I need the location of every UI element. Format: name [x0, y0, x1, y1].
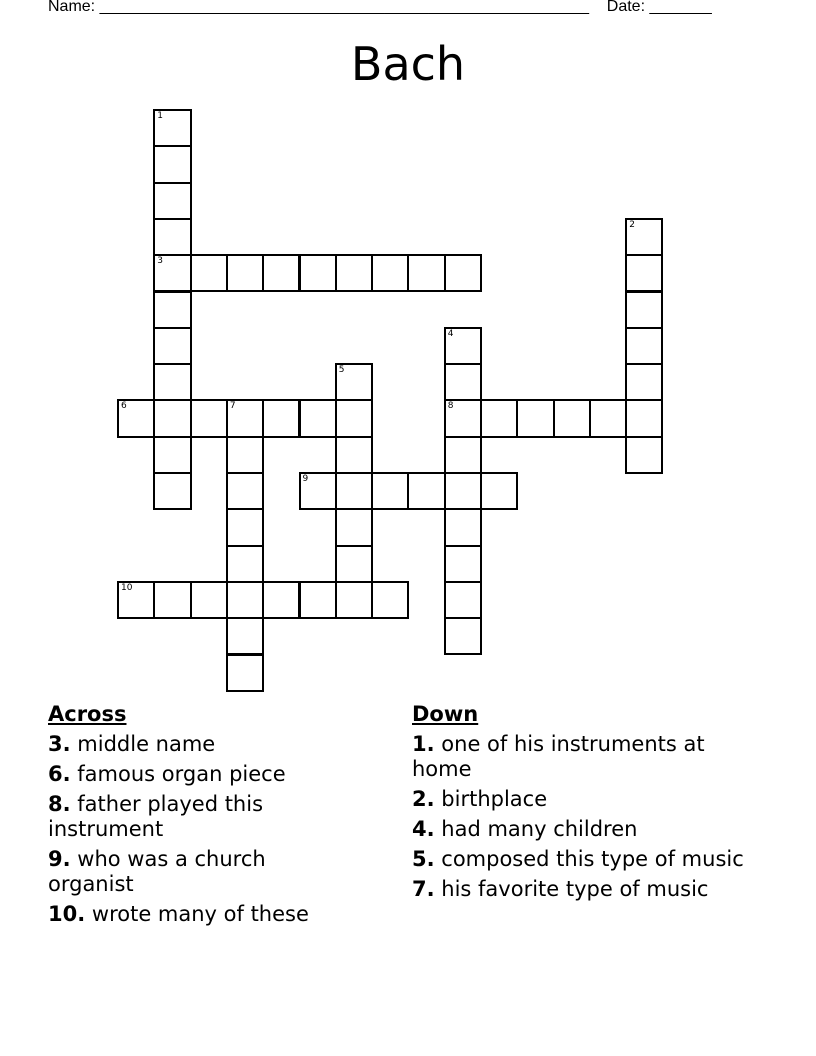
crossword-cell[interactable] — [625, 436, 663, 474]
clue-number: 2. — [412, 787, 435, 811]
crossword-cell[interactable] — [516, 399, 554, 437]
crossword-cell[interactable] — [625, 399, 663, 437]
crossword-cell[interactable] — [444, 363, 482, 401]
clue-text: had many children — [441, 817, 638, 841]
cell-number: 10 — [121, 582, 133, 593]
crossword-cell[interactable] — [625, 327, 663, 365]
crossword-cell[interactable] — [190, 581, 228, 619]
across-clues — [48, 702, 348, 932]
clue-text: composed this type of music — [441, 847, 744, 871]
crossword-cell[interactable] — [444, 545, 482, 583]
crossword-cell[interactable] — [625, 291, 663, 329]
crossword-cell[interactable] — [335, 581, 373, 619]
crossword-cell[interactable] — [153, 291, 191, 329]
clue-text: one of his instruments at home — [412, 732, 705, 781]
crossword-cell[interactable] — [153, 145, 191, 183]
crossword-cell[interactable] — [226, 654, 264, 692]
crossword-cell[interactable] — [226, 617, 264, 655]
crossword-cell[interactable] — [589, 399, 627, 437]
down-clue — [412, 817, 752, 842]
crossword-cell[interactable] — [299, 472, 337, 510]
puzzle-title: Bach — [350, 37, 466, 91]
cell-number: 8 — [447, 401, 454, 412]
crossword-cell[interactable] — [335, 436, 373, 474]
cell-number: 4 — [447, 328, 454, 339]
clue-number: 6. — [48, 762, 71, 786]
crossword-cell[interactable] — [190, 399, 228, 437]
clue-text: wrote many of these — [91, 902, 309, 926]
crossword-cell[interactable] — [117, 581, 155, 619]
crossword-cell[interactable] — [153, 581, 191, 619]
crossword-cell[interactable] — [153, 363, 191, 401]
across-clue — [48, 732, 348, 757]
crossword-cell[interactable] — [190, 254, 228, 292]
crossword-cell[interactable] — [444, 472, 482, 510]
crossword-cell[interactable] — [371, 581, 409, 619]
crossword-cell[interactable] — [153, 109, 191, 147]
crossword-cell[interactable] — [299, 581, 337, 619]
down-heading: Down — [412, 702, 479, 726]
crossword-cell[interactable] — [335, 363, 373, 401]
clue-number: 5. — [412, 847, 435, 871]
cell-number: 9 — [302, 474, 309, 484]
crossword-cell[interactable] — [226, 254, 264, 292]
crossword-cell[interactable] — [407, 254, 445, 292]
crossword-cell[interactable] — [153, 399, 191, 437]
crossword-cell[interactable] — [371, 472, 409, 510]
down-clues — [412, 702, 752, 907]
crossword-cell[interactable] — [371, 254, 409, 292]
crossword-cell[interactable] — [226, 472, 264, 510]
crossword-cell[interactable] — [335, 254, 373, 292]
clue-number: 7. — [412, 877, 435, 901]
crossword-cell[interactable] — [480, 472, 518, 510]
crossword-cell[interactable] — [226, 436, 264, 474]
cell-number: 6 — [121, 401, 127, 412]
across-clue — [48, 902, 348, 927]
crossword-cell[interactable] — [153, 182, 191, 220]
crossword-cell[interactable] — [444, 327, 482, 365]
crossword-cell[interactable] — [625, 218, 663, 256]
clue-number: 3. — [48, 732, 71, 756]
crossword-cell[interactable] — [226, 399, 264, 437]
clue-text: famous organ piece — [77, 762, 286, 786]
crossword-cell[interactable] — [444, 581, 482, 619]
crossword-cell[interactable] — [226, 581, 264, 619]
crossword-cell[interactable] — [153, 472, 191, 510]
clue-number: 10. — [48, 902, 86, 926]
across-heading: Across — [48, 702, 127, 726]
crossword-cell[interactable] — [262, 254, 300, 292]
crossword-cell[interactable] — [444, 617, 482, 655]
clue-text: father played this instrument — [48, 792, 264, 841]
across-clue — [48, 792, 348, 842]
crossword-cell[interactable] — [299, 399, 337, 437]
crossword-cell[interactable] — [335, 399, 373, 437]
across-clue — [48, 762, 348, 787]
crossword-cell[interactable] — [335, 508, 373, 546]
crossword-cell[interactable] — [153, 436, 191, 474]
crossword-cell[interactable] — [262, 581, 300, 619]
down-clue — [412, 787, 752, 812]
crossword-cell[interactable] — [625, 254, 663, 292]
clue-text: his favorite type of music — [441, 877, 709, 901]
down-clue — [412, 732, 752, 782]
crossword-cell[interactable] — [444, 436, 482, 474]
clue-text: middle name — [77, 732, 216, 756]
crossword-cell[interactable] — [444, 254, 482, 292]
crossword-cell[interactable] — [444, 399, 482, 437]
cell-number: 1 — [157, 111, 164, 121]
crossword-cell[interactable] — [262, 399, 300, 437]
clue-number: 9. — [48, 847, 71, 871]
crossword-cell[interactable] — [335, 472, 373, 510]
name-date-line: Name: _______________________________________________________ Date: _______ — [48, 0, 712, 15]
crossword-cell[interactable] — [444, 508, 482, 546]
clue-number: 8. — [48, 792, 71, 816]
cell-number: 7 — [229, 401, 236, 412]
down-clue — [412, 847, 752, 872]
crossword-cell[interactable] — [226, 508, 264, 546]
crossword-cell[interactable] — [480, 399, 518, 437]
clue-text: who was a church organist — [48, 847, 266, 896]
cell-number: 3 — [157, 256, 164, 267]
crossword-cell[interactable] — [553, 399, 591, 437]
cell-number: 5 — [338, 365, 345, 376]
crossword-cell[interactable] — [299, 254, 337, 292]
crossword-cell[interactable] — [625, 363, 663, 401]
clue-number: 4. — [412, 817, 435, 841]
crossword-cell[interactable] — [226, 545, 264, 583]
crossword-cell[interactable] — [117, 399, 155, 437]
crossword-cell[interactable] — [153, 254, 191, 292]
clue-text: birthplace — [441, 787, 548, 811]
crossword-cell[interactable] — [335, 545, 373, 583]
crossword-cell[interactable] — [153, 327, 191, 365]
clue-number: 1. — [412, 732, 435, 756]
down-clue — [412, 877, 752, 902]
cell-number: 2 — [629, 219, 635, 230]
crossword-cell[interactable] — [153, 218, 191, 256]
crossword-cell[interactable] — [407, 472, 445, 510]
across-clue — [48, 847, 348, 897]
